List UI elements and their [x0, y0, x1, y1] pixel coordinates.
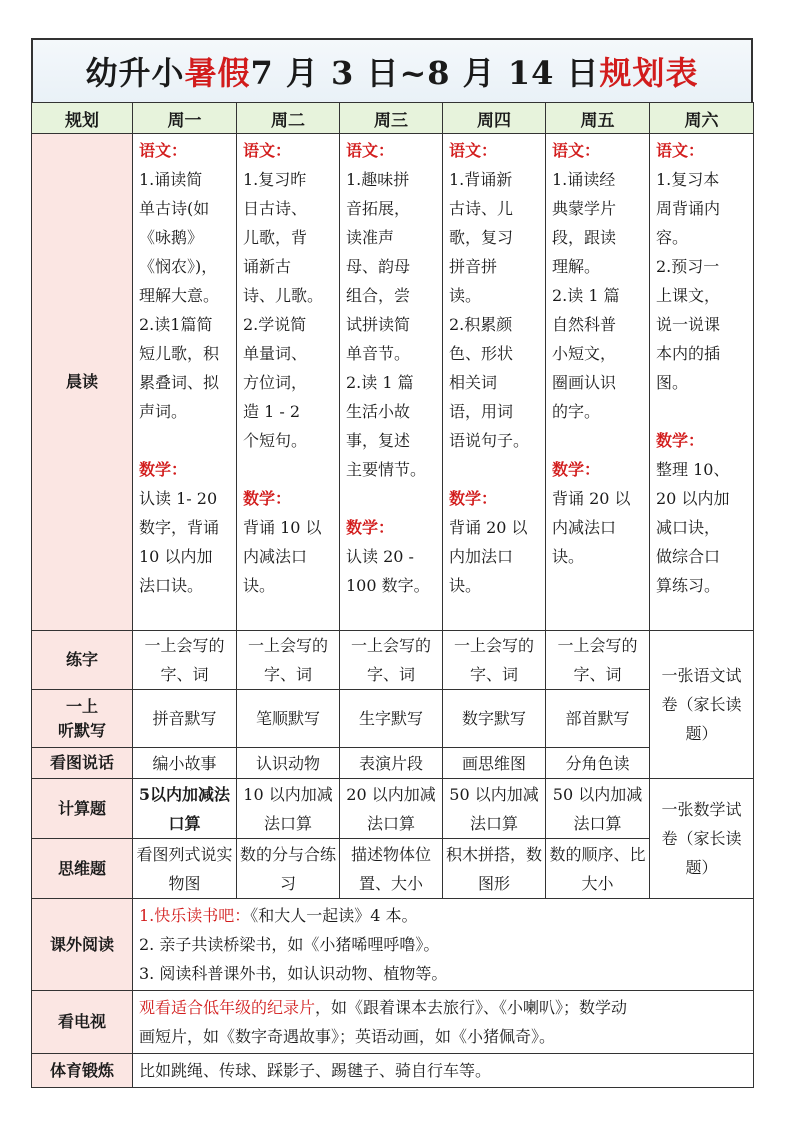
chinese-line-5: 2.学说简 [243, 315, 307, 334]
chinese-line-6: 本内的插 [656, 344, 721, 363]
math-label: 数学： [449, 489, 498, 508]
reading-line-1 [139, 901, 747, 930]
chinese-line-10: 主要情节。 [346, 460, 427, 479]
math-label: 数学： [346, 518, 395, 537]
thinking-fri: 数的顺序、比大小 [546, 839, 650, 899]
math-line-0: 背诵 20 以 [552, 489, 631, 508]
chinese-line-6: 短儿歌，积 [139, 344, 220, 363]
row-label-thinking: 思维题 [32, 839, 133, 899]
math-label: 数学： [139, 460, 188, 479]
row-label-tv: 看电视 [32, 991, 133, 1054]
chinese-line-2: 容。 [656, 228, 689, 247]
title-highlight-summer: 暑假 [184, 54, 251, 92]
chinese-line-8: 的字。 [552, 402, 601, 421]
thinking-wed: 描述物体位置、大小 [340, 839, 443, 899]
morning-sat [650, 134, 754, 631]
calc-wed: 20 以内加减法口算 [340, 779, 443, 839]
math-line-1: 内减法口 [552, 518, 617, 537]
morning-thu [443, 134, 546, 631]
dictation-mon: 拼音默写 [133, 690, 237, 748]
thinking-tue: 数的分与合练习 [237, 839, 340, 899]
plan-sheet [31, 38, 753, 1088]
picture-talk-fri: 分角色读 [546, 748, 650, 779]
header-sat: 周六 [650, 103, 754, 134]
chinese-line-5: 2.积累颜 [449, 315, 513, 334]
header-fri: 周五 [546, 103, 650, 134]
chinese-line-9: 个短句。 [243, 431, 308, 450]
row-label-reading: 课外阅读 [32, 899, 133, 991]
chinese-line-1: 音拓展， [346, 199, 411, 218]
row-label-dictation-line2: 听默写 [57, 720, 106, 740]
math-line-0: 整理 10、 [656, 460, 730, 479]
chinese-line-3: 拼音拼 [449, 257, 498, 276]
thinking-thu: 积木拼搭，数图形 [443, 839, 546, 899]
chinese-line-3: 诵新古 [243, 257, 292, 276]
math-line-1: 内减法口 [243, 547, 308, 566]
row-label-dictation-line1: 一上 [65, 696, 98, 716]
thinking-row [32, 839, 754, 899]
chinese-line-2: 儿歌，背 [243, 228, 308, 247]
chinese-line-3: 《悯农》)， [139, 257, 218, 276]
math-line-4: 算练习。 [656, 576, 721, 595]
calc-thu: 50 以内加减法口算 [443, 779, 546, 839]
dictation-tue: 笔顺默写 [237, 690, 340, 748]
picture-talk-wed: 表演片段 [340, 748, 443, 779]
math-line-1: 20 以内加 [656, 489, 730, 508]
chinese-line-0: 1.复习昨 [243, 170, 307, 189]
spacer [243, 455, 335, 484]
chinese-line-7: 圈画认识 [552, 373, 617, 392]
header-plan: 规划 [32, 103, 133, 134]
math-label: 数学： [243, 489, 292, 508]
writing-row [32, 631, 754, 690]
chinese-line-0: 1.复习本 [656, 170, 720, 189]
chinese-line-6: 小短文， [552, 344, 617, 363]
chinese-line-3: 2.预习一 [656, 257, 720, 276]
math-line-1: 100 数字。 [346, 576, 430, 595]
tv-row [32, 991, 754, 1054]
row-label-dictation [32, 690, 133, 748]
reading-line-1-rest: 《和大人一起读》4 本。 [250, 906, 418, 925]
chinese-line-7: 累叠词、拟 [139, 373, 220, 392]
math-line-3: 做综合口 [656, 547, 721, 566]
chinese-line-4: 诗、儿歌。 [243, 286, 324, 305]
math-line-0: 认读 20 - [346, 547, 414, 566]
math-line-0: 背诵 20 以 [449, 518, 528, 537]
math-line-0: 认读 1- 20 [139, 489, 218, 508]
header-tue: 周二 [237, 103, 340, 134]
morning-wed [340, 134, 443, 631]
chinese-line-6: 色、形状 [449, 344, 514, 363]
chinese-line-5: 试拼读简 [346, 315, 411, 334]
chinese-line-0: 1.诵读简 [139, 170, 203, 189]
schedule-table [31, 102, 754, 1088]
writing-tue: 一上会写的字、词 [237, 631, 340, 690]
writing-thu: 一上会写的字、词 [443, 631, 546, 690]
chinese-line-4: 理解大意。 [139, 286, 220, 305]
chinese-line-1: 典蒙学片 [552, 199, 617, 218]
dictation-fri: 部首默写 [546, 690, 650, 748]
chinese-label: 语文： [139, 141, 188, 160]
math-line-2: 诀。 [449, 576, 482, 595]
writing-fri: 一上会写的字、词 [546, 631, 650, 690]
chinese-label: 语文： [243, 141, 292, 160]
chinese-line-3: 理解。 [552, 257, 601, 276]
header-wed: 周三 [340, 103, 443, 134]
chinese-line-2: 《咏鹅》 [139, 228, 204, 247]
chinese-label: 语文： [552, 141, 601, 160]
title-highlight-plan: 规划表 [599, 54, 699, 92]
morning-fri [546, 134, 650, 631]
chinese-line-5: 说一说课 [656, 315, 721, 334]
header-thu: 周四 [443, 103, 546, 134]
row-label-sports: 体育锻炼 [32, 1054, 133, 1088]
chinese-line-9: 语说句子。 [449, 431, 530, 450]
chinese-line-7: 相关词 [449, 373, 498, 392]
tv-line-1-red: 观看适合低年级的纪录片 [139, 998, 316, 1017]
chinese-line-7: 方位词， [243, 373, 308, 392]
tv-line-1-rest: ，如《跟着课本去旅行》、《小喇叭》；数学动 [315, 998, 628, 1017]
title-prefix: 幼升小 [85, 54, 185, 92]
tv-line-2: 画短片，如《数字奇遇故事》；英语动画，如《小猪佩奇》。 [139, 1027, 556, 1046]
chinese-label: 语文： [656, 141, 705, 160]
math-label: 数学： [656, 431, 705, 450]
picture-talk-tue: 认识动物 [237, 748, 340, 779]
math-line-3: 法口诀。 [139, 576, 204, 595]
math-line-1: 内加法口 [449, 547, 514, 566]
chinese-line-8: 生活小故 [346, 402, 411, 421]
dictation-thu: 数字默写 [443, 690, 546, 748]
chinese-line-8: 声词。 [139, 402, 188, 421]
reading-line-2: 2. 亲子共读桥梁书，如《小猪唏哩呼噜》。 [139, 935, 440, 954]
chinese-line-1: 古诗、儿 [449, 199, 514, 218]
tv-content [133, 991, 754, 1054]
sports-content: 比如跳绳、传球、踩影子、踢毽子、骑自行车等。 [133, 1054, 754, 1088]
chinese-line-9: 事，复述 [346, 431, 411, 450]
chinese-line-8: 语，用词 [449, 402, 514, 421]
chinese-label: 语文： [449, 141, 498, 160]
spacer [449, 455, 541, 484]
math-line-2: 10 以内加 [139, 547, 213, 566]
calc-fri: 50 以内加减法口算 [546, 779, 650, 839]
chinese-line-2: 读准声 [346, 228, 395, 247]
row-label-calc: 计算题 [32, 779, 133, 839]
spacer [656, 397, 749, 426]
row-label-writing: 练字 [32, 631, 133, 690]
calc-tue: 10 以内加减法口算 [237, 779, 340, 839]
chinese-line-2: 段，跟读 [552, 228, 617, 247]
chinese-line-6: 单音节。 [346, 344, 411, 363]
math-line-2: 诀。 [243, 576, 276, 595]
calc-row [32, 779, 754, 839]
thinking-mon: 看图列式说实物图 [133, 839, 237, 899]
header-row [32, 103, 754, 134]
chinese-line-5: 2.读1篇简 [139, 315, 213, 334]
chinese-line-6: 单量词、 [243, 344, 308, 363]
dictation-wed: 生字默写 [340, 690, 443, 748]
chinese-line-3: 母、韵母 [346, 257, 411, 276]
chinese-line-8: 造 1 - 2 [243, 402, 301, 421]
reading-line-1-red: 1.快乐读书吧： [139, 906, 251, 925]
sports-row [32, 1054, 754, 1088]
chinese-line-2: 歌，复习 [449, 228, 514, 247]
chinese-line-5: 自然科普 [552, 315, 617, 334]
chinese-line-0: 1.诵读经 [552, 170, 616, 189]
row-label-picture-talk: 看图说话 [32, 748, 133, 779]
chinese-line-4: 组合，尝 [346, 286, 411, 305]
chinese-line-0: 1.背诵新 [449, 170, 513, 189]
chinese-line-4: 读。 [449, 286, 482, 305]
picture-talk-row [32, 748, 754, 779]
chinese-line-4: 2.读 1 篇 [552, 286, 620, 305]
picture-talk-thu: 画思维图 [443, 748, 546, 779]
spacer [139, 426, 232, 455]
sat-math-paper: 一张数学试卷（家长读题） [650, 779, 754, 899]
picture-talk-mon: 编小故事 [133, 748, 237, 779]
writing-mon: 一上会写的字、词 [133, 631, 237, 690]
math-line-0: 背诵 10 以 [243, 518, 322, 537]
title-dates: 7 月 3 日~8 月 14 日 [250, 54, 600, 92]
sat-chinese-paper: 一张语文试卷（家长读题） [650, 631, 754, 779]
tv-line-1 [139, 993, 747, 1022]
chinese-line-7: 图。 [656, 373, 689, 392]
writing-wed: 一上会写的字、词 [340, 631, 443, 690]
chinese-line-0: 1.趣味拼 [346, 170, 410, 189]
chinese-line-1: 周背诵内 [656, 199, 721, 218]
morning-reading-row [32, 134, 754, 631]
chinese-line-4: 上课文， [656, 286, 721, 305]
calc-mon: 5以内加减法口算 [133, 779, 237, 839]
reading-row [32, 899, 754, 991]
dictation-row [32, 690, 754, 748]
morning-tue [237, 134, 340, 631]
spacer [552, 426, 645, 455]
math-line-1: 数字，背诵 [139, 518, 220, 537]
math-label: 数学： [552, 460, 601, 479]
math-line-2: 减口诀， [656, 518, 721, 537]
chinese-line-1: 日古诗、 [243, 199, 308, 218]
chinese-line-1: 单古诗(如 [139, 199, 210, 218]
reading-content [133, 899, 754, 991]
header-mon: 周一 [133, 103, 237, 134]
reading-line-3: 3. 阅读科普课外书，如认识动物、植物等。 [139, 964, 448, 983]
chinese-line-7: 2.读 1 篇 [346, 373, 414, 392]
math-line-2: 诀。 [552, 547, 585, 566]
page-title [31, 38, 753, 102]
spacer [346, 484, 438, 513]
chinese-label: 语文： [346, 141, 395, 160]
row-label-morning: 晨读 [32, 134, 133, 631]
morning-mon [133, 134, 237, 631]
